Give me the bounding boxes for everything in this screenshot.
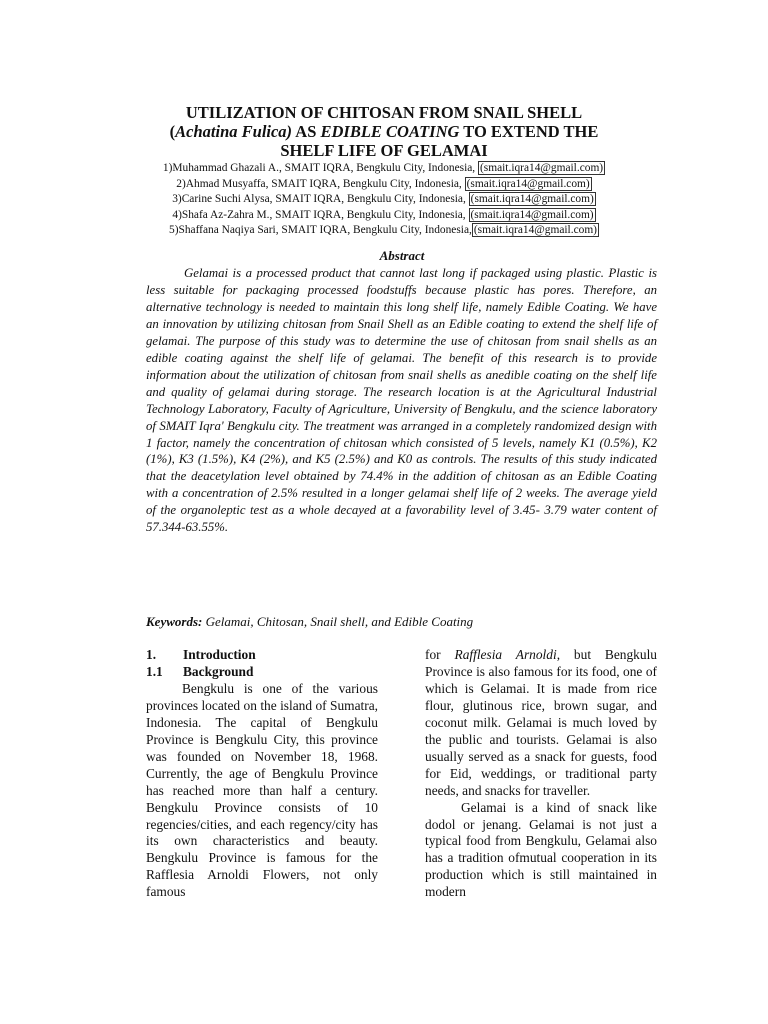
body-paragraph: Bengkulu is one of the various provinces located on the island of Sumatra, Indonesia. The capital of Bengkulu Province is Bengkulu City, this province was founded on November 18, 1968. Currently, the age of Bengkulu Province has reached more than half a century. Bengkulu Province consists of 10 regencies/cities, and each regency/city has its own characteristics and beauty. Bengkulu Province is famous for the Rafflesia Arnoldi Flowers, not only famous (146, 680, 378, 900)
body-paragraph (425, 647, 657, 800)
author-line (120, 192, 648, 208)
species-name: Rafflesia Arnoldi (454, 647, 557, 662)
author-email[interactable]: (smait.iqra14@gmail.com) (473, 224, 597, 237)
section-title: Background (183, 663, 254, 679)
section-heading-background (146, 664, 378, 681)
paper-title (120, 103, 648, 160)
left-column (146, 647, 378, 901)
section-number: 1.1 (146, 663, 163, 679)
author-email[interactable]: (smait.iqra14@gmail.com) (470, 193, 594, 206)
abstract-heading: Abstract (379, 248, 425, 263)
section-title: Introduction (183, 647, 256, 662)
author-line (120, 223, 648, 239)
author-affiliation: 5)Shaffana Naqiya Sari, SMAIT IQRA, Bengkulu City, Indonesia, (169, 224, 472, 237)
title-rest: TO EXTEND THE (459, 122, 599, 141)
author-affiliation: 1)Muhammad Ghazali A., SMAIT IQRA, Bengkulu City, Indonesia, (162, 162, 478, 174)
author-affiliation: 3)Carine Suchi Alysa, SMAIT IQRA, Bengkulu City, Indonesia, (172, 193, 469, 206)
author-email[interactable]: (smait.iqra14@gmail.com) (470, 208, 594, 221)
title-coating: EDIBLE COATING (320, 122, 460, 141)
keywords-label: Keywords: (146, 614, 203, 629)
title-line-1: UTILIZATION OF CHITOSAN FROM SNAIL SHELL (185, 103, 583, 122)
title-paren: ( (169, 122, 176, 141)
abstract-text: Gelamai is a processed product that cannot last long if packaged using plastic. Plastic is less suitable for packaging processed foodstuffs because plastic has pores. Therefore, an alternative technology is needed to maintain this long shelf life, namely Edible Coating. We have an innovation by utilizing chitosan from Snail Shell as an Edible coating to extend the shelf life of gelamai. The purpose of this study was to determine the use of chitosan from snail shells as an edible coating against the shelf life of gelamai. The benefit of this research is to provide information about the utilization of chitosan from snail shells as anedible coating on the shelf life and quality of gelamai during storage. The research location is at the Agricultural Industrial Technology Laboratory, Faculty of Agriculture, University of Bengkulu, and the science laboratory of SMAIT Iqra' Bengkulu city. The treatment was arranged in a completely randomized design with 1 factor, namely the concentration of chitosan which consisted of 5 levels, namely K1 (0.5%), K2 (1%), K3 (1.5%), K4 (2%), and K5 (2.5%) and K0 as controls. The results of this study indicated that the deacetylation level obtained by 74.4% in the addition of chitosan as an Edible Coating with a concentration of 2.5% resulted in a longer gelamai shelf life of 2 weeks. The average yield of the organoleptic test as a whole decayed at a favorability level of 3.45- 3.79 water content of 57.344-63.55%. (146, 266, 657, 535)
author-email[interactable]: (smait.iqra14@gmail.com) (466, 177, 590, 190)
keywords-text: Gelamai, Chitosan, Snail shell, and Edible Coating (202, 614, 474, 629)
author-list (120, 161, 648, 239)
section-heading-introduction (146, 647, 378, 664)
author-line (120, 161, 648, 177)
section-number: 1. (146, 647, 157, 662)
author-affiliation: 4)Shafa Az-Zahra M., SMAIT IQRA, Bengkulu City, Indonesia, (172, 208, 469, 221)
keywords (146, 614, 658, 630)
para-text: , but Bengkulu Province is also famous for its food, one of which is Gelamai. It is made from rice flour, glutinous rice, brown sugar, and coconut milk. Gelamai is much loved by the public and tourists. Gelamai is also usually served as a snack for guests, food for Eid, weddings, or traditional party needs, and snacks for traveller. (425, 647, 657, 798)
title-line-2 (120, 122, 648, 141)
body-paragraph: Gelamai is a kind of snack like dodol or jenang. Gelamai is not just a typical food from Bengkulu, Gelamai also has a tradition ofmutual cooperation in its production which is still maintained in modern (425, 799, 657, 900)
author-line (120, 208, 648, 224)
title-line-3: SHELF LIFE OF GELAMAI (280, 141, 488, 160)
title-species: Achatina Fulica) (175, 122, 293, 141)
right-column (425, 647, 657, 901)
author-affiliation: 2)Ahmad Musyaffa, SMAIT IQRA, Bengkulu City, Indonesia, (176, 177, 465, 190)
title-as: AS (292, 122, 321, 141)
para-text: for (425, 647, 455, 662)
author-line (120, 177, 648, 193)
author-email[interactable]: (smait.iqra14@gmail.com) (480, 162, 604, 174)
